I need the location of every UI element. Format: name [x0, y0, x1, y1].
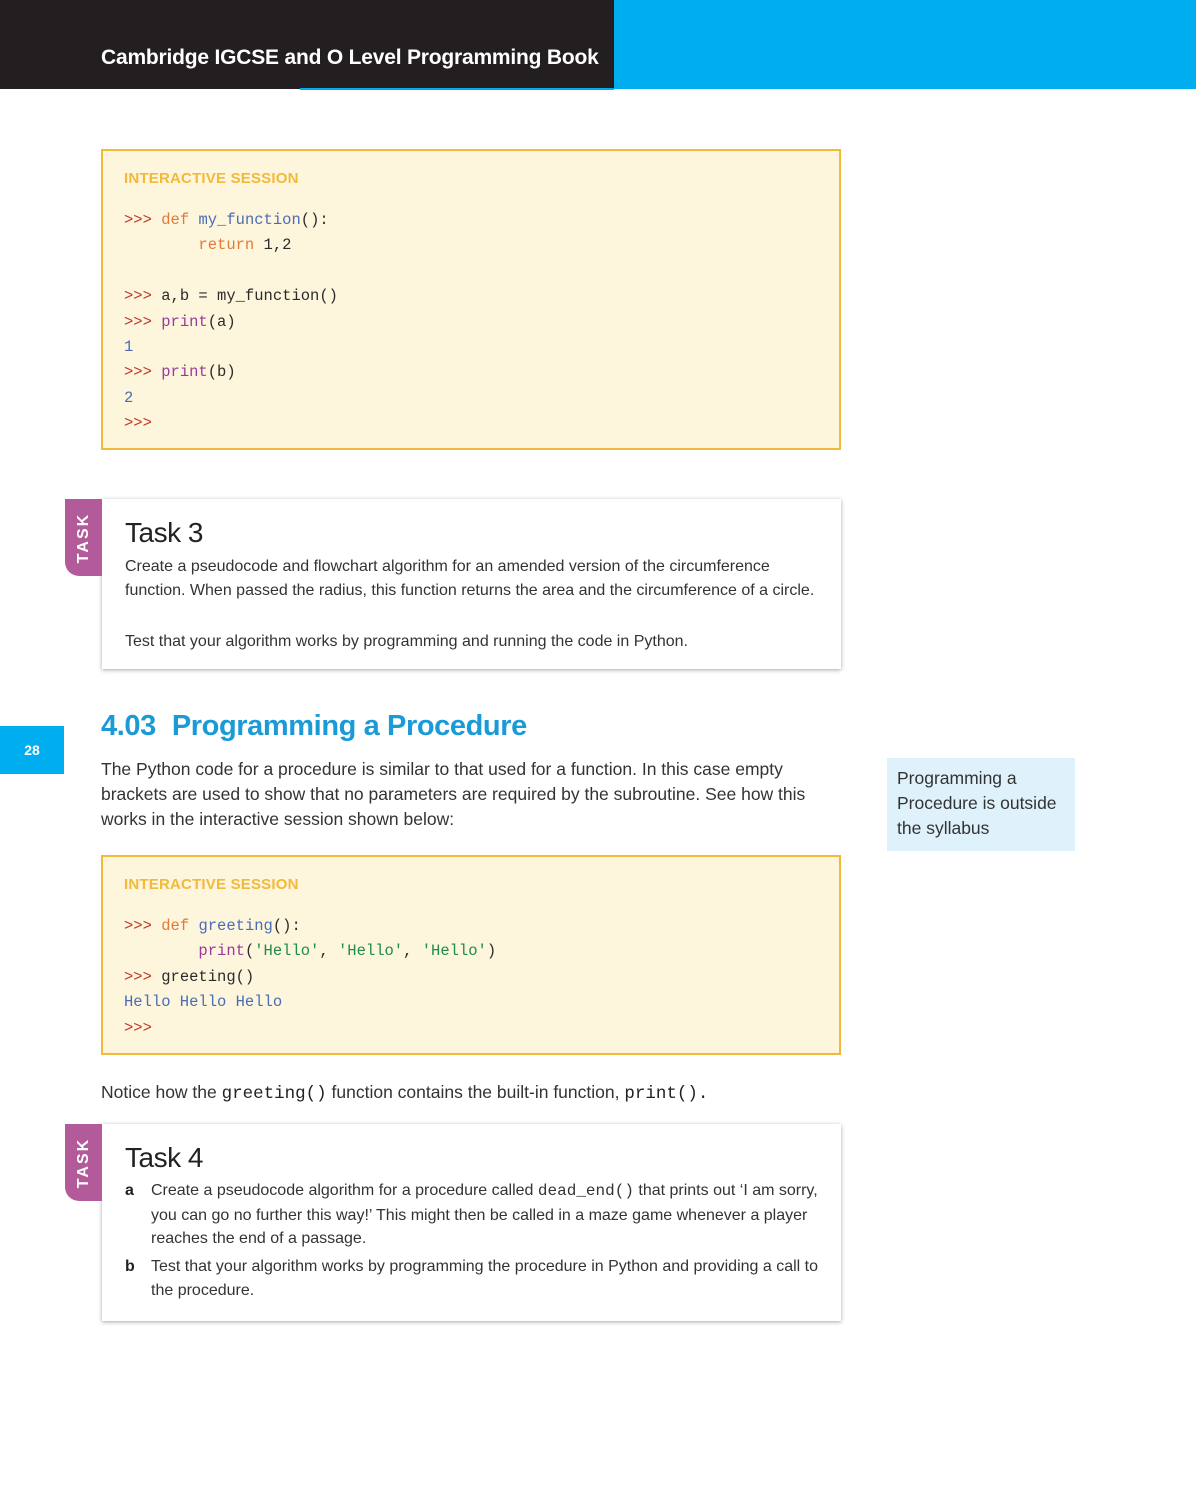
- code-line: [124, 411, 338, 436]
- code-token: def: [161, 211, 199, 229]
- task-tab: [65, 499, 102, 576]
- code-line: [124, 233, 338, 258]
- header-underline: [300, 88, 614, 90]
- book-title: Cambridge IGCSE and O Level Programming Book: [101, 46, 599, 69]
- task-paragraph: Create a pseudocode and flowchart algorithm for an amended version of the circumference function. When passed the radius, this function returns the area and the circumference of a circle.: [125, 558, 815, 599]
- code-line: [124, 208, 338, 233]
- header-accent: [614, 0, 1196, 89]
- section-intro: The Python code for a procedure is similar to that used for a function. In this case empty brackets are used to show that no parameters are required by the subroutine. See how this works in the interactive session shown below:: [101, 759, 806, 829]
- session-label: INTERACTIVE SESSION: [124, 876, 299, 893]
- code-token: (b): [207, 363, 236, 382]
- code-token: >>>: [124, 312, 162, 331]
- code-token: (: [244, 942, 255, 961]
- code-token: >>>: [124, 917, 162, 935]
- task-title: Task 3: [125, 517, 203, 548]
- code-line: [124, 259, 338, 284]
- code-token: ():: [300, 211, 329, 229]
- code-token: >>>: [124, 287, 162, 306]
- code-token: greeting(): [161, 967, 255, 986]
- task-tab-label: TASK: [74, 1137, 92, 1188]
- section-title: Programming a Procedure: [171, 710, 527, 742]
- code-block: [124, 208, 338, 437]
- task-paragraph: Test that your algorithm works by programming and running the code in Python.: [125, 633, 688, 650]
- code-block: [124, 914, 496, 1041]
- code-token: ): [486, 942, 497, 961]
- code-token: greeting: [198, 917, 273, 935]
- code-line: [124, 990, 496, 1015]
- code-line: [124, 939, 496, 964]
- code-token: 2: [124, 388, 134, 407]
- code-line: [124, 335, 338, 360]
- code-line: [124, 310, 338, 335]
- item-text-part: Create a pseudocode algorithm for a procedure called: [151, 1182, 538, 1199]
- task-tab: [65, 1124, 102, 1201]
- code-token: ():: [272, 917, 301, 935]
- task-item-b: [125, 1255, 825, 1302]
- task-item-a: [125, 1179, 825, 1251]
- task-tab-label: TASK: [74, 512, 92, 563]
- code-token: (a): [207, 312, 236, 331]
- inline-code: dead_end(): [537, 1182, 634, 1200]
- code-token: >>>: [124, 363, 162, 382]
- code-token: return: [198, 236, 255, 255]
- session-label: INTERACTIVE SESSION: [124, 170, 299, 187]
- item-text: [151, 1179, 825, 1251]
- code-token: my_function: [198, 211, 301, 229]
- notice-text: Notice how the: [101, 1082, 222, 1102]
- code-token: 1,2: [254, 236, 292, 255]
- code-line: [124, 360, 338, 385]
- code-token: [124, 942, 198, 960]
- item-text: Test that your algorithm works by programming the procedure in Python and providing a call to the procedure.: [151, 1258, 819, 1299]
- item-label: b: [125, 1258, 135, 1275]
- header-bar: [0, 0, 614, 89]
- item-label: a: [125, 1182, 134, 1199]
- margin-note: Programming a Procedure is outside the syllabus: [887, 758, 1075, 851]
- item-text-part: that prints out ‘I am sorry, you can go no further this way!’ This might then be called in a maze game whenever a player reaches the end of a passage.: [151, 1182, 818, 1247]
- code-token: def: [161, 917, 199, 935]
- code-line: [124, 284, 338, 309]
- code-token: Hello Hello Hello: [124, 993, 283, 1012]
- code-token: [124, 236, 198, 254]
- notice-text: function contains the built-in function,: [326, 1082, 625, 1102]
- notice-paragraph: [101, 1080, 836, 1107]
- code-token: print: [161, 363, 208, 382]
- interactive-session-2: [101, 855, 841, 1055]
- code-token: >>>: [124, 1018, 152, 1037]
- code-line: [124, 914, 496, 939]
- code-line: [124, 1016, 496, 1041]
- code-token: >>>: [124, 967, 162, 986]
- page-number: 28: [0, 726, 64, 774]
- code-line: [124, 386, 338, 411]
- code-token: ,: [403, 942, 422, 961]
- code-token: print: [198, 942, 245, 961]
- inline-code: print().: [624, 1084, 709, 1104]
- section-heading: [101, 710, 527, 743]
- interactive-session-1: [101, 149, 841, 450]
- task-title: Task 4: [125, 1142, 203, 1173]
- code-line: [124, 965, 496, 990]
- code-token: 'Hello': [254, 942, 320, 961]
- code-token: 'Hello': [337, 942, 404, 961]
- task-3-card: [102, 499, 841, 669]
- task-4-card: [102, 1124, 841, 1321]
- inline-code: greeting(): [221, 1084, 327, 1104]
- code-token: 'Hello': [421, 942, 487, 961]
- section-number: 4.03: [101, 710, 156, 742]
- code-token: ,: [319, 942, 338, 961]
- code-token: print: [161, 312, 208, 331]
- code-token: >>>: [124, 414, 152, 433]
- code-token: a,b = my_function(): [161, 287, 338, 306]
- code-token: >>>: [124, 211, 162, 229]
- code-token: 1: [124, 337, 134, 356]
